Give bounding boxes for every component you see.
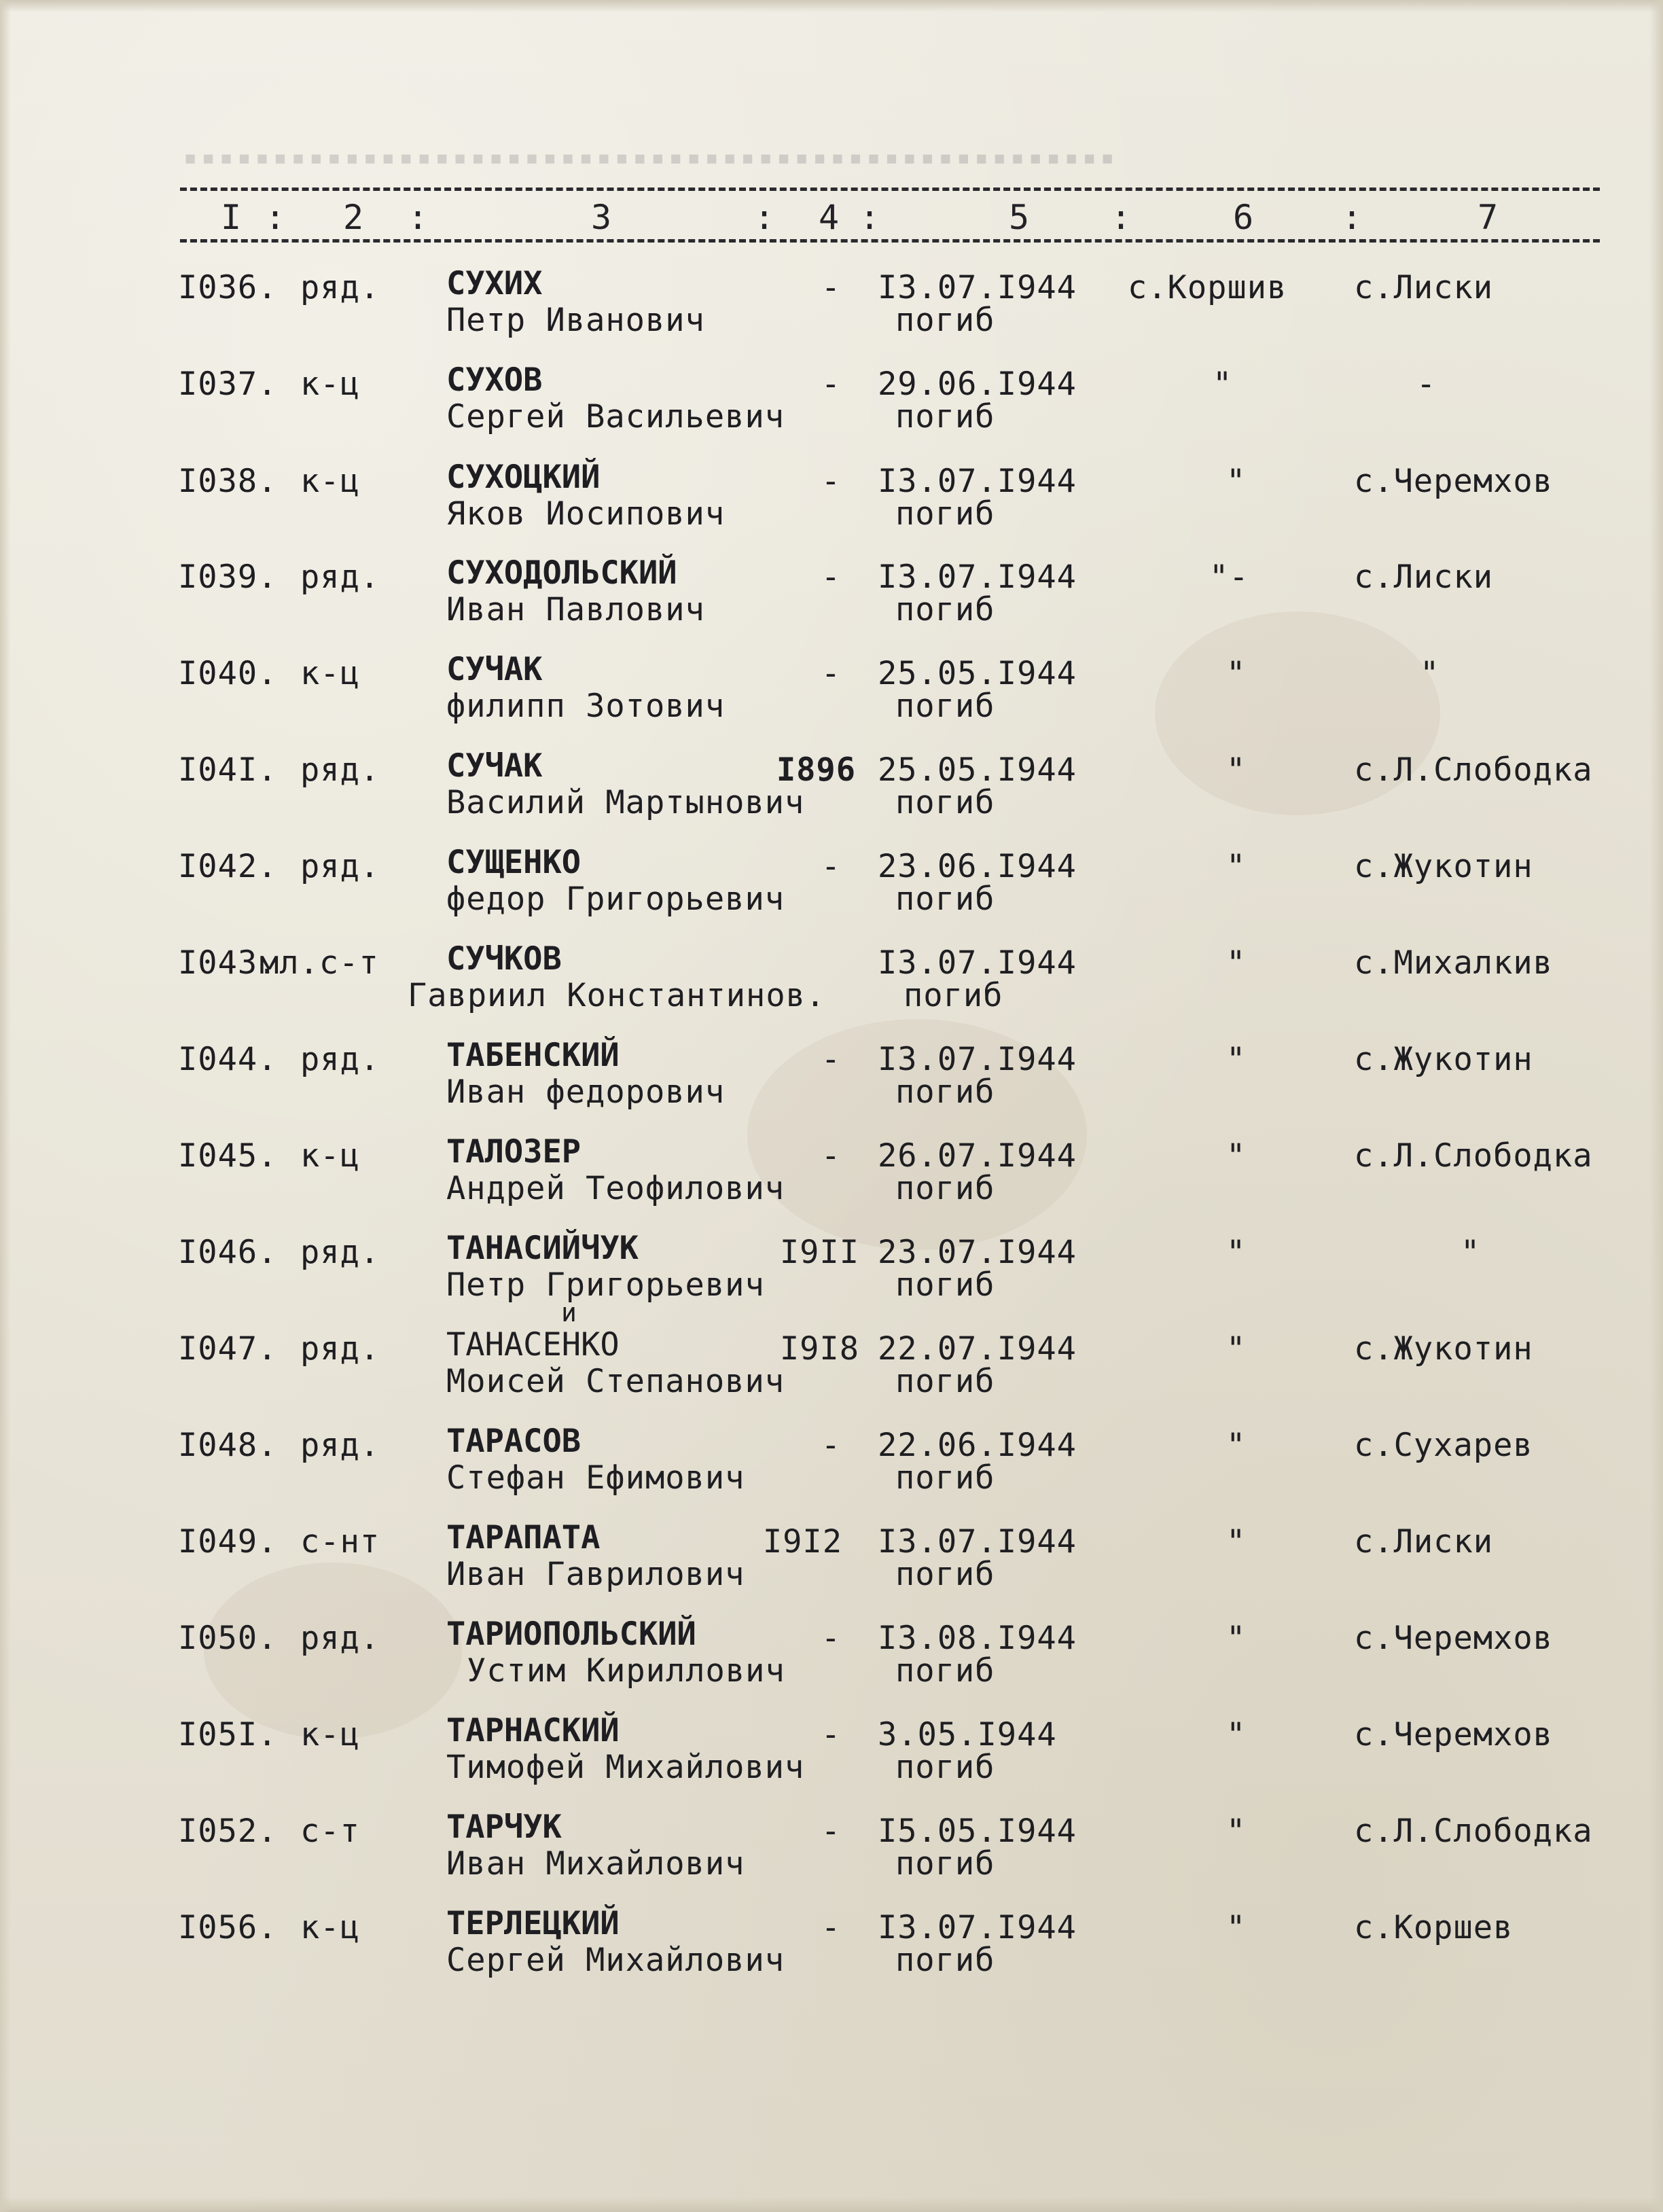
- list-item: [0, 361, 1663, 455]
- entry-date: I3.07.I944: [878, 1523, 1077, 1560]
- entry-rank: к-ц: [300, 1909, 360, 1946]
- entry-number: I043.: [178, 944, 278, 982]
- entry-number: I05I.: [178, 1716, 278, 1753]
- entry-surname: ТАНАСЕНКО: [446, 1326, 620, 1363]
- entry-surname: ТАНАСИЙЧУК: [446, 1230, 639, 1267]
- list-item: [0, 1712, 1663, 1806]
- entry-fate: погиб: [895, 1363, 995, 1400]
- entry-number: I040.: [178, 655, 278, 692]
- entry-date: 26.07.I944: [878, 1137, 1077, 1175]
- entry-birth-year: -: [821, 1041, 841, 1078]
- entry-given-name: Петр Григорьевич: [446, 1266, 765, 1304]
- entry-burial-place: ": [1226, 848, 1247, 885]
- entry-birth-year: -: [821, 1620, 841, 1657]
- column-header-2: 2: [343, 198, 364, 237]
- entry-rank: ряд.: [300, 751, 380, 789]
- entry-rank: ряд.: [300, 1620, 380, 1657]
- entry-given-name: Андрей Теофилович: [446, 1170, 785, 1207]
- entry-surname: СУЩЕНКО: [446, 844, 582, 881]
- entry-fate: погиб: [895, 398, 995, 435]
- entry-number: I037.: [178, 365, 278, 403]
- entry-given-name: федор Григорьевич: [446, 880, 785, 918]
- entry-fate: погиб: [895, 591, 995, 628]
- header-rule-top: [180, 188, 1600, 191]
- column-separator: :: [265, 198, 286, 237]
- entry-rank: с-т: [300, 1813, 360, 1850]
- entry-given-name: Устим Кириллович: [467, 1652, 785, 1690]
- entry-number: I044.: [178, 1041, 278, 1078]
- entry-number: I042.: [178, 848, 278, 885]
- entry-fate: погиб: [895, 880, 995, 918]
- entry-number: I038.: [178, 463, 278, 500]
- list-item: [0, 1616, 1663, 1709]
- entry-home-place: с.Жукотин: [1354, 848, 1533, 885]
- entry-number: I050.: [178, 1620, 278, 1657]
- entry-date: 23.06.I944: [878, 848, 1077, 885]
- entry-home-place: с.Лиски: [1354, 269, 1494, 306]
- entry-date: I3.08.I944: [878, 1620, 1077, 1657]
- entry-number: I047.: [178, 1330, 278, 1368]
- entry-birth-year: I9I2: [762, 1523, 842, 1560]
- list-item: [0, 1133, 1663, 1227]
- entry-date: 25.05.I944: [878, 655, 1077, 692]
- entry-home-place: с.Л.Слободка: [1354, 1137, 1593, 1175]
- entry-date: 22.07.I944: [878, 1330, 1077, 1368]
- entry-burial-place: ": [1226, 655, 1247, 692]
- entry-surname: СУЧАК: [446, 651, 543, 688]
- entry-fate: погиб: [895, 495, 995, 533]
- page-edge-bottom: [0, 2197, 1663, 2212]
- entry-date: 22.06.I944: [878, 1427, 1077, 1464]
- entry-given-name: Иван Павлович: [446, 591, 705, 628]
- entry-number: I045.: [178, 1137, 278, 1175]
- list-item: [0, 940, 1663, 1034]
- entry-burial-place: ": [1226, 1523, 1247, 1560]
- entry-number: I052.: [178, 1813, 278, 1850]
- entry-home-place: с.Л.Слободка: [1354, 1813, 1593, 1850]
- entry-fate: погиб: [895, 1459, 995, 1497]
- column-separator: :: [1342, 198, 1363, 237]
- entry-given-name: Тимофей Михайлович: [446, 1749, 805, 1786]
- entry-home-place: с.Жукотин: [1354, 1041, 1533, 1078]
- entry-burial-place: ": [1226, 1620, 1247, 1657]
- entry-home-place: -: [1416, 365, 1437, 403]
- column-separator: :: [859, 198, 880, 237]
- entry-birth-year: -: [821, 269, 841, 306]
- entry-number: I049.: [178, 1523, 278, 1560]
- entry-date: 3.05.I944: [878, 1716, 1057, 1753]
- entry-home-place: с.Л.Слободка: [1354, 751, 1593, 789]
- entry-burial-place: ": [1226, 944, 1247, 982]
- list-item: [0, 651, 1663, 745]
- entry-birth-year: I9I8: [779, 1330, 859, 1368]
- entry-given-name: Моисей Степанович: [446, 1363, 785, 1400]
- entry-home-place: с.Жукотин: [1354, 1330, 1533, 1368]
- entry-rank: к-ц: [300, 1716, 360, 1753]
- entry-fate: погиб: [904, 977, 1003, 1014]
- entry-number: I039.: [178, 558, 278, 596]
- entry-birth-year: -: [821, 655, 841, 692]
- entry-surname: СУХОЦКИЙ: [446, 459, 601, 496]
- list-item: [0, 1423, 1663, 1516]
- entry-given-name: Стефан Ефимович: [446, 1459, 745, 1497]
- entry-rank: к-ц: [300, 365, 360, 403]
- entry-birth-year: -: [821, 365, 841, 403]
- entry-date: I3.07.I944: [878, 1041, 1077, 1078]
- list-item: [0, 1326, 1663, 1420]
- entry-surname: СУЧАК: [446, 747, 543, 785]
- entry-birth-year: -: [821, 558, 841, 596]
- entry-rank: ряд.: [300, 1427, 380, 1464]
- entry-rank: к-ц: [300, 463, 360, 500]
- entry-given-name: Иван Гаврилович: [446, 1556, 745, 1593]
- list-item: [0, 1037, 1663, 1130]
- entry-fate: погиб: [895, 1652, 995, 1690]
- page-edge-top: [0, 0, 1663, 12]
- entry-rank: к-ц: [300, 655, 360, 692]
- entry-date: I3.07.I944: [878, 944, 1077, 982]
- entry-date: I3.07.I944: [878, 1909, 1077, 1946]
- entry-burial-place: ": [1213, 365, 1233, 403]
- entry-burial-place: "-: [1209, 558, 1249, 596]
- entry-home-place: с.Михалкив: [1354, 944, 1553, 982]
- entry-burial-place: ": [1226, 1330, 1247, 1368]
- entry-surname: СУХОВ: [446, 361, 543, 399]
- entry-fate: погиб: [895, 1845, 995, 1883]
- entry-given-name: Яков Иосипович: [446, 495, 726, 533]
- entry-given-name: Сергей Михайлович: [446, 1942, 785, 1979]
- entry-birth-year: -: [821, 1137, 841, 1175]
- entry-home-place: с.Черемхов: [1354, 1716, 1553, 1753]
- entry-fate: погиб: [895, 1170, 995, 1207]
- entry-burial-place: с.Коршив: [1128, 269, 1287, 306]
- list-item: [0, 1905, 1663, 1999]
- entry-birth-year: -: [821, 1909, 841, 1946]
- list-item: [0, 747, 1663, 841]
- entry-birth-year: I896: [776, 751, 856, 789]
- column-header-5: 5: [1009, 198, 1030, 237]
- entry-home-place: с.Лиски: [1354, 1523, 1494, 1560]
- entry-given-name: Василий Мартынович: [446, 784, 805, 821]
- entry-rank: мл.с-т: [260, 944, 379, 982]
- entry-date: 29.06.I944: [878, 365, 1077, 403]
- entry-burial-place: ": [1226, 1041, 1247, 1078]
- entry-burial-place: ": [1226, 1813, 1247, 1850]
- entry-given-name: Гавриил Константинов.: [408, 977, 826, 1014]
- entry-home-place: с.Черемхов: [1354, 1620, 1553, 1657]
- entry-surname: ТАРАПАТА: [446, 1519, 601, 1556]
- column-header-1: I: [221, 198, 242, 237]
- entry-home-place: с.Коршев: [1354, 1909, 1514, 1946]
- entry-surname: СУЧКОВ: [446, 940, 562, 978]
- entry-burial-place: ": [1226, 463, 1247, 500]
- entry-birth-year: I9II: [779, 1234, 859, 1271]
- entry-burial-place: ": [1226, 1716, 1247, 1753]
- entry-surname: ТЕРЛЕЦКИЙ: [446, 1905, 620, 1942]
- entry-date: 23.07.I944: [878, 1234, 1077, 1271]
- column-separator: :: [754, 198, 775, 237]
- entry-home-place: с.Сухарев: [1354, 1427, 1533, 1464]
- entry-rank: ряд.: [300, 269, 380, 306]
- insertion-mark: и: [561, 1298, 577, 1327]
- entry-rank: ряд.: [300, 558, 380, 596]
- entry-fate: погиб: [895, 1073, 995, 1111]
- entry-given-name: Иван Михайлович: [446, 1845, 745, 1883]
- entry-fate: погиб: [895, 784, 995, 821]
- entry-birth-year: -: [821, 848, 841, 885]
- entry-fate: погиб: [895, 1942, 995, 1979]
- column-separator: :: [1111, 198, 1132, 237]
- entry-given-name: Сергей Васильевич: [446, 398, 785, 435]
- entry-home-place: с.Черемхов: [1354, 463, 1553, 500]
- entry-fate: погиб: [895, 302, 995, 339]
- entry-fate: погиб: [895, 1749, 995, 1786]
- entry-rank: ряд.: [300, 1330, 380, 1368]
- entry-surname: ТАБЕНСКИЙ: [446, 1037, 620, 1074]
- entry-home-place: с.Лиски: [1354, 558, 1494, 596]
- entry-given-name: филипп Зотович: [446, 688, 726, 725]
- list-item: [0, 1808, 1663, 1902]
- entry-fate: погиб: [895, 1556, 995, 1593]
- entry-date: I3.07.I944: [878, 269, 1077, 306]
- entry-rank: к-ц: [300, 1137, 360, 1175]
- entry-rank: ряд.: [300, 848, 380, 885]
- entry-birth-year: -: [821, 1716, 841, 1753]
- entry-rank: ряд.: [300, 1041, 380, 1078]
- list-item: [0, 265, 1663, 359]
- column-header-6: 6: [1233, 198, 1254, 237]
- list-item: [0, 844, 1663, 938]
- entry-number: I04I.: [178, 751, 278, 789]
- entry-surname: ТАРЧУК: [446, 1808, 562, 1846]
- entry-burial-place: ": [1226, 1427, 1247, 1464]
- entry-home-place: ": [1461, 1234, 1481, 1271]
- entry-birth-year: -: [821, 463, 841, 500]
- entry-surname: ТАРИОПОЛЬСКИЙ: [446, 1616, 696, 1653]
- entry-rank: с-нт: [300, 1523, 380, 1560]
- list-item: [0, 459, 1663, 552]
- entry-home-place: ": [1420, 655, 1440, 692]
- entry-surname: СУХОДОЛЬСКИЙ: [446, 554, 677, 592]
- entry-date: I3.07.I944: [878, 463, 1077, 500]
- column-header-7: 7: [1478, 198, 1499, 237]
- header-rule-bottom: [180, 239, 1600, 243]
- entry-surname: ТАРАСОВ: [446, 1423, 582, 1460]
- entry-fate: погиб: [895, 1266, 995, 1304]
- entry-given-name: Иван федорович: [446, 1073, 726, 1111]
- list-item: [0, 1230, 1663, 1323]
- entry-number: I048.: [178, 1427, 278, 1464]
- entry-burial-place: ": [1226, 751, 1247, 789]
- bleed-through-marks: ▪▪▪▪▪▪▪▪▪▪▪▪▪▪▪▪▪▪▪▪▪▪▪▪▪▪▪▪▪▪▪▪▪▪▪▪▪▪▪▪▪▪▪▪▪▪▪▪▪▪▪▪: [183, 144, 1119, 164]
- entry-burial-place: ": [1226, 1234, 1247, 1271]
- entry-number: I036.: [178, 269, 278, 306]
- column-header-3: 3: [591, 198, 612, 237]
- entry-number: I046.: [178, 1234, 278, 1271]
- entry-birth-year: -: [821, 1427, 841, 1464]
- entry-date: 25.05.I944: [878, 751, 1077, 789]
- entry-burial-place: ": [1226, 1909, 1247, 1946]
- entry-fate: погиб: [895, 688, 995, 725]
- entry-birth-year: -: [821, 1813, 841, 1850]
- entry-surname: ТАРНАСКИЙ: [446, 1712, 620, 1749]
- entry-date: I5.05.I944: [878, 1813, 1077, 1850]
- entry-rank: ряд.: [300, 1234, 380, 1271]
- entry-date: I3.07.I944: [878, 558, 1077, 596]
- entry-surname: СУХИХ: [446, 265, 543, 302]
- entry-surname: ТАЛОЗЕР: [446, 1133, 582, 1171]
- entry-given-name: Петр Иванович: [446, 302, 705, 339]
- column-header-4: 4: [819, 198, 840, 237]
- list-item: [0, 554, 1663, 648]
- column-separator: :: [408, 198, 429, 237]
- list-item: [0, 1519, 1663, 1613]
- entry-number: I056.: [178, 1909, 278, 1946]
- entry-burial-place: ": [1226, 1137, 1247, 1175]
